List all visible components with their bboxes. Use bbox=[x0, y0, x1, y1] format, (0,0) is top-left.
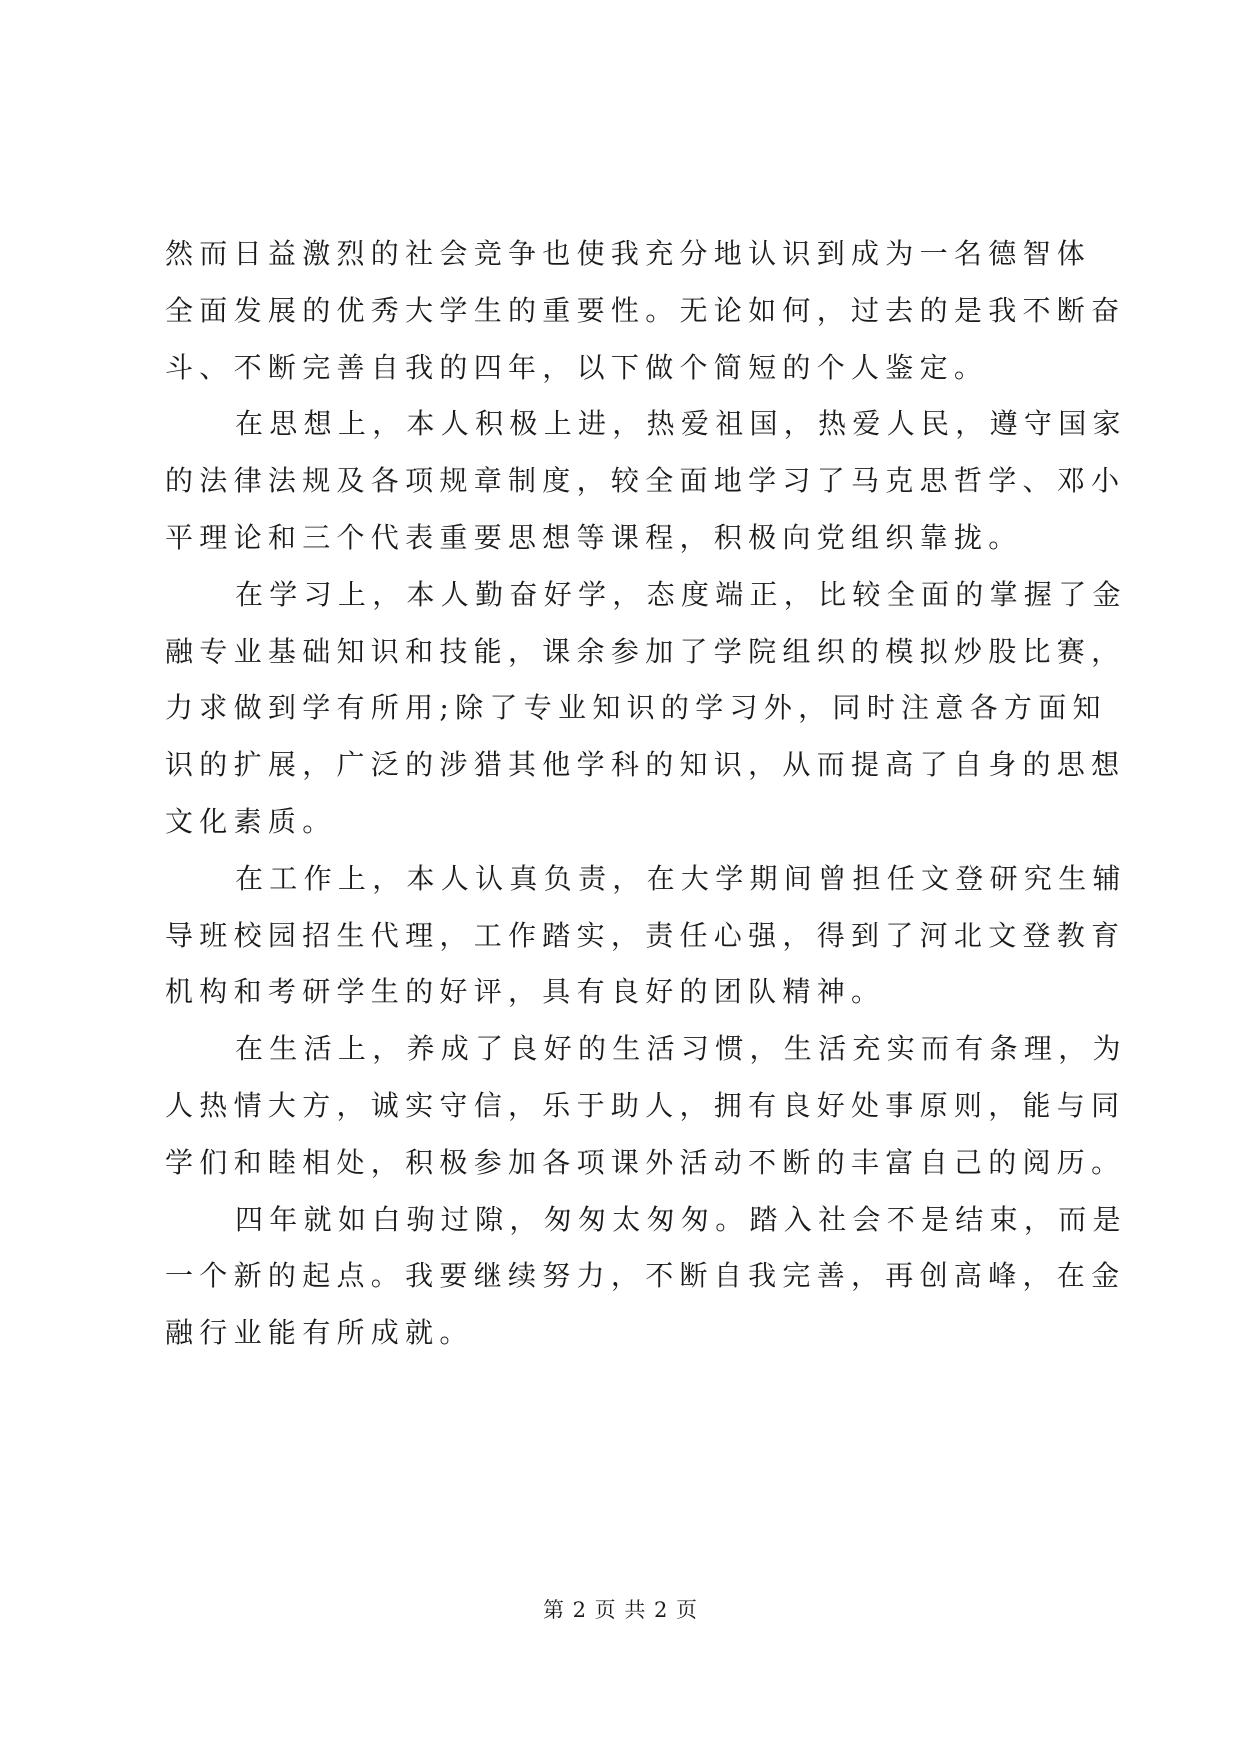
text-line: 力求做到学有所用;除了专业知识的学习外，同时注意各方面知 bbox=[165, 691, 1107, 725]
paragraph-start-line: 在工作上，本人认真负责，在大学期间曾担任文登研究生辅 bbox=[235, 861, 1127, 895]
text-line: 一个新的起点。我要继续努力，不断自我完善，再创高峰，在金 bbox=[165, 1259, 1126, 1293]
paragraph-start-line: 四年就如白驹过隙，匆匆太匆匆。踏入社会不是结束，而是 bbox=[235, 1202, 1127, 1236]
page-number-footer: 第 2 页 共 2 页 bbox=[542, 1598, 699, 1622]
paragraph-start-line: 在生活上，养成了良好的生活习惯，生活充实而有条理，为 bbox=[235, 1032, 1127, 1066]
paragraph-start-line: 在学习上，本人勤奋好学，态度端正，比较全面的掌握了金 bbox=[235, 577, 1127, 611]
text-line: 人热情大方，诚实守信，乐于助人，拥有良好处事原则，能与同 bbox=[165, 1088, 1126, 1122]
text-line: 斗、不断完善自我的四年，以下做个简短的个人鉴定。 bbox=[165, 350, 989, 384]
document-body bbox=[165, 226, 1127, 1362]
text-line: 全面发展的优秀大学生的重要性。无论如何，过去的是我不断奋 bbox=[165, 293, 1126, 327]
text-line: 导班校园招生代理，工作踏实，责任心强，得到了河北文登教育 bbox=[165, 918, 1126, 952]
text-line: 识的扩展，广泛的涉猎其他学科的知识，从而提高了自身的思想 bbox=[165, 748, 1126, 782]
paragraph-start-line: 在思想上，本人积极上进，热爱祖国，热爱人民，遵守国家 bbox=[235, 407, 1127, 441]
text-line: 平理论和三个代表重要思想等课程，积极向党组织靠拢。 bbox=[165, 520, 1023, 554]
text-line: 融专业基础知识和技能，课余参加了学院组织的模拟炒股比赛， bbox=[165, 634, 1126, 668]
text-line: 学们和睦相处，积极参加各项课外活动不断的丰富自己的阅历。 bbox=[165, 1145, 1126, 1179]
text-line: 文化素质。 bbox=[165, 804, 337, 838]
text-line: 然而日益激烈的社会竞争也使我充分地认识到成为一名德智体 bbox=[165, 237, 1092, 270]
text-line: 的法律法规及各项规章制度，较全面地学习了马克思哲学、邓小 bbox=[165, 464, 1126, 498]
text-line: 融行业能有所成就。 bbox=[165, 1316, 474, 1350]
text-line: 机构和考研学生的好评，具有良好的团队精神。 bbox=[165, 975, 886, 1009]
